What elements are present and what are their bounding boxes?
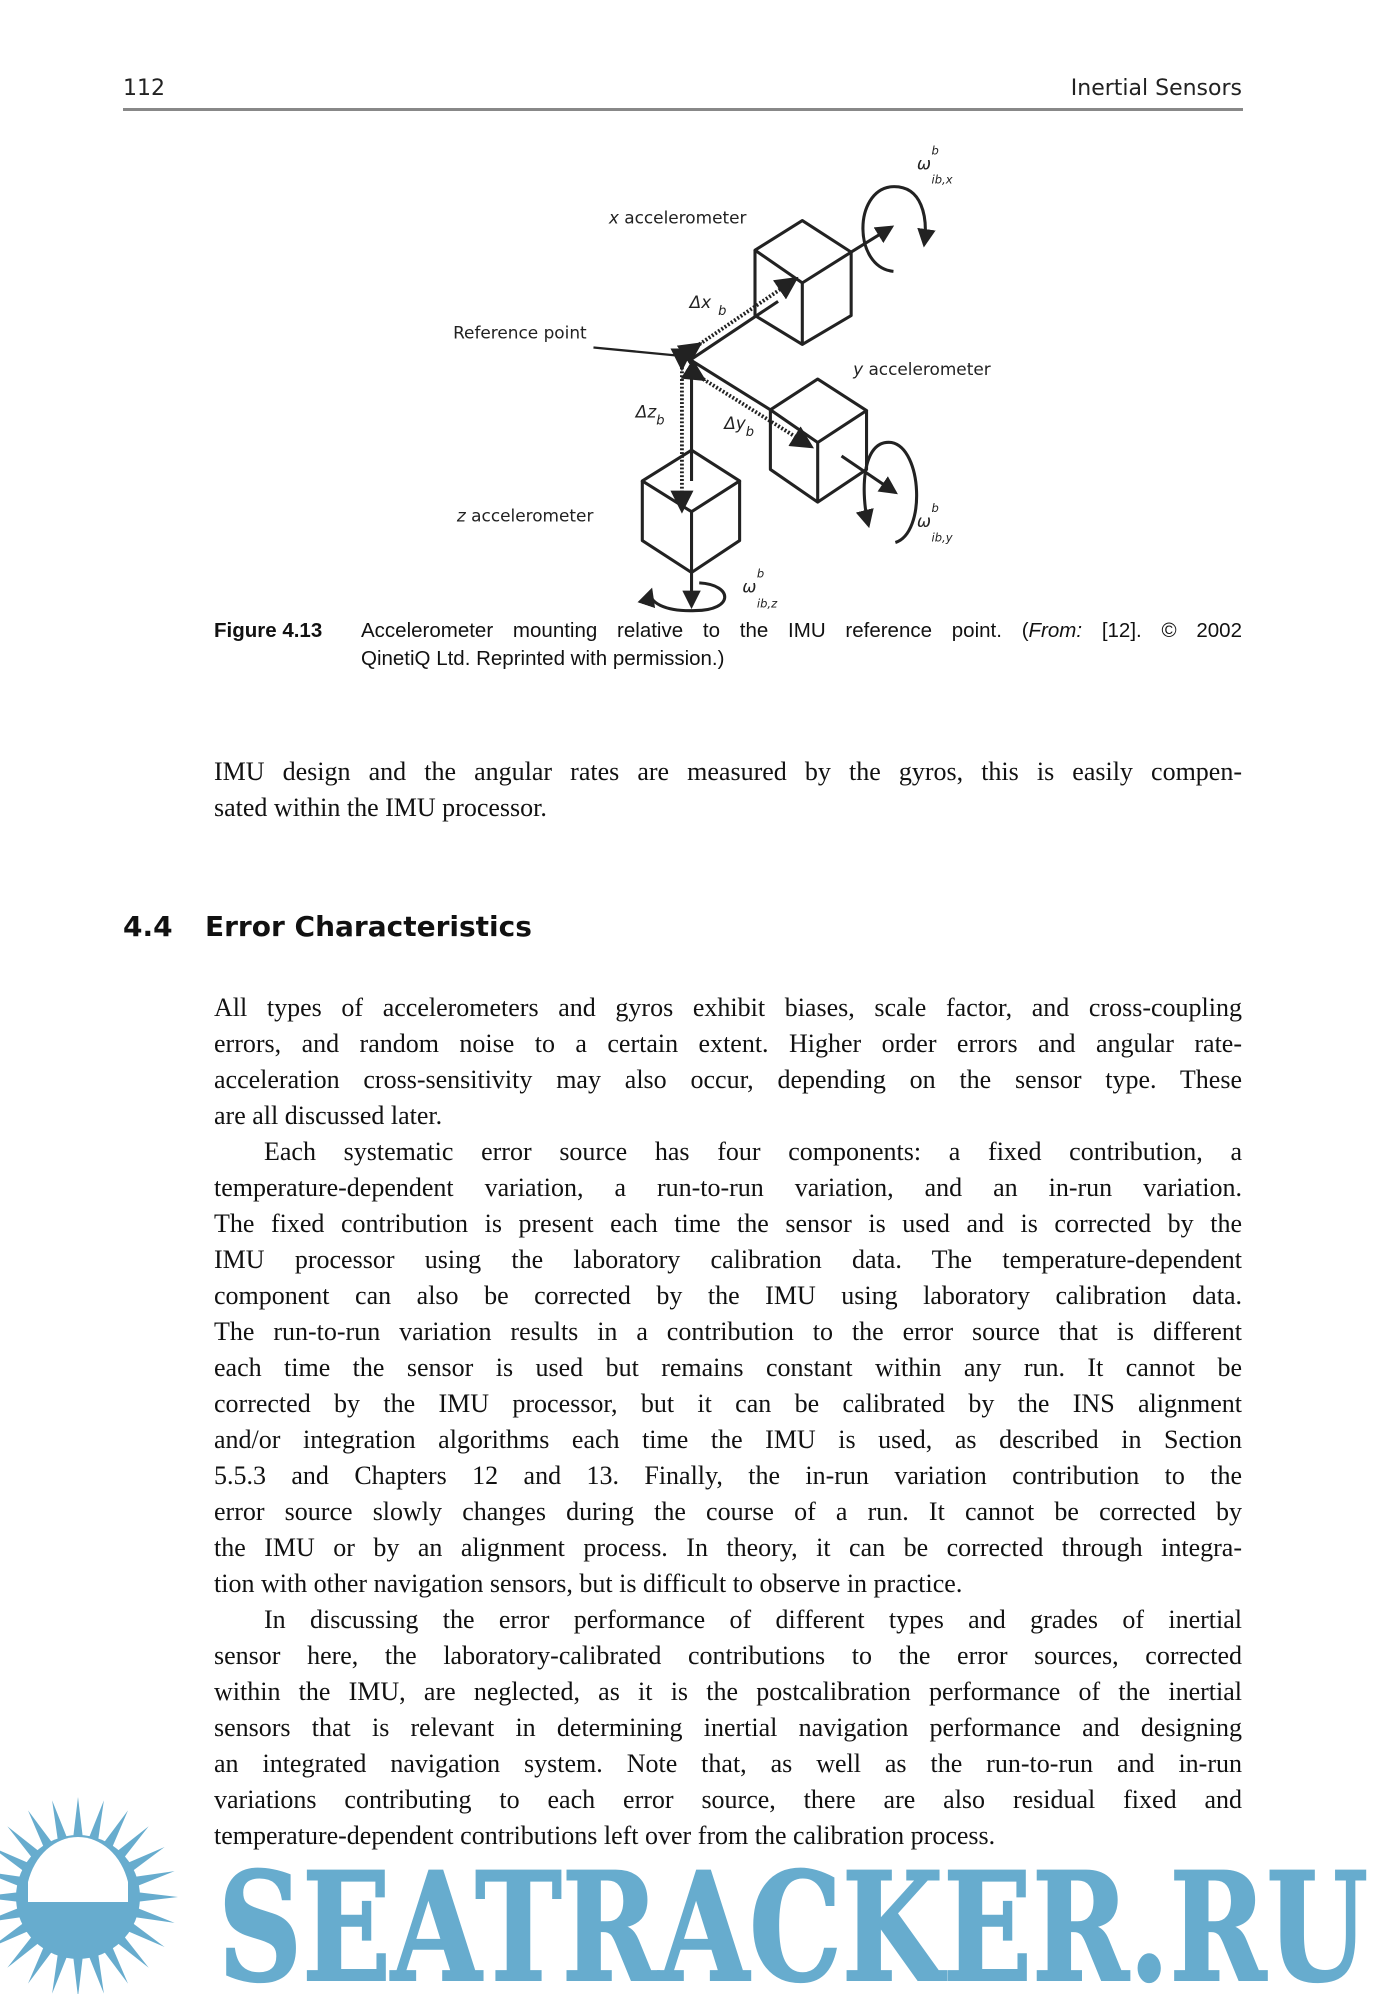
svg-text:ib,x: ib,x <box>931 172 953 187</box>
sun-ray <box>73 1797 83 1837</box>
seatracker-watermark <box>0 1790 1391 1994</box>
dy-label: $\Delta y_b$ <box>724 413 755 440</box>
text-line: within the IMU, are neglected, as it is the postcalibration performance of the inertial <box>214 1677 1242 1706</box>
text-line: the IMU or by an alignment process. In theory, it can be corrected through integra- <box>214 1533 1242 1562</box>
dx-label: Δx $_b$ <box>689 291 727 319</box>
text-line: temperature-dependent variation, a run-to-run variation, and an in-run variation. <box>214 1173 1242 1202</box>
body-text <box>214 990 1242 1854</box>
x-accelerometer-label: x accelerometer <box>608 207 747 228</box>
text-line: sensors that is relevant in determining inertial navigation performance and designing <box>214 1713 1242 1742</box>
sun-ray <box>52 1954 67 1994</box>
text-line: IMU design and the angular rates are measured by the gyros, this is easily compen- <box>214 757 1242 786</box>
text-line: each time the sensor is used but remains constant within any run. It cannot be <box>214 1353 1242 1382</box>
reference-point-label: Reference point <box>453 322 587 343</box>
y-rotation-arc <box>864 442 916 542</box>
text-line: variations contributing to each error source, there are also residual fixed and <box>214 1785 1242 1814</box>
x-rotation-arc <box>863 187 925 272</box>
text-line: The fixed contribution is present each time the sensor is used and is corrected by the <box>214 1209 1242 1238</box>
text-line: acceleration cross-sensitivity may also occur, depending on the sensor type. These <box>214 1065 1242 1094</box>
sun-ray <box>127 1923 164 1947</box>
svg-text:b: b <box>931 501 939 516</box>
text-line: errors, and random noise to a certain extent. Higher order errors and angular rate- <box>214 1029 1242 1058</box>
text-line: component can also be corrected by the IMU using laboratory calibration data. <box>214 1281 1242 1310</box>
svg-text:SEATRACKER.RU: SEATRACKER.RU <box>218 1840 1368 1994</box>
svg-text:ib,z: ib,z <box>756 596 778 611</box>
caption-line-2: QinetiQ Ltd. Reprinted with permission.) <box>361 647 725 670</box>
text-line: IMU processor using the laboratory calibration data. The temperature-dependent <box>214 1245 1242 1274</box>
text-line: corrected by the IMU processor, but it can be calibrated by the INS alignment <box>214 1389 1242 1418</box>
z-accelerometer-label: z accelerometer <box>456 505 594 526</box>
section-heading <box>123 910 532 943</box>
text-line: error source slowly changes during the course of a run. It cannot be corrected by <box>214 1497 1242 1526</box>
text-line: Each systematic error source has four components: a fixed contribution, a <box>264 1137 1242 1166</box>
sun-ray <box>89 1800 104 1840</box>
text-line: sated within the IMU processor. <box>214 793 547 822</box>
text-line: are all discussed later. <box>214 1101 443 1130</box>
sun-ray <box>89 1954 104 1994</box>
svg-text:ω: ω <box>916 511 932 532</box>
sun-ray <box>127 1847 164 1871</box>
figure-caption <box>214 617 1242 673</box>
x-accelerometer-cube <box>755 221 851 345</box>
y-lever-arm-line <box>692 361 771 410</box>
text-line: sensor here, the laboratory-calibrated contributions to the error sources, corrected <box>214 1641 1242 1670</box>
sun-ray <box>104 1946 128 1983</box>
text-line: The run-to-run variation results in a contribution to the error source that is different <box>214 1317 1242 1346</box>
header-rule <box>123 108 1243 111</box>
accelerometer-mounting-figure <box>430 125 1030 615</box>
figure-label: Figure 4.13 <box>214 619 323 642</box>
sun-ray <box>28 1946 52 1983</box>
omega-y-label <box>917 501 953 544</box>
sun-ray <box>73 1957 83 1994</box>
caption-line-1: Accelerometer mounting relative to the IMU reference point. (From: [12]. © 2002 <box>361 619 1242 642</box>
sun-ray <box>52 1800 67 1840</box>
text-line: an integrated navigation system. Note that, as well as the run-to-run and in-run <box>214 1749 1242 1778</box>
section-title: Error Characteristics <box>205 910 532 943</box>
sun-ray <box>135 1908 175 1923</box>
text-line: 5.5.3 and Chapters 12 and 13. Finally, the in-run variation contribution to the <box>214 1461 1242 1490</box>
x-axis-arrow <box>851 227 891 252</box>
intro-paragraph <box>214 754 1242 826</box>
text-line: tion with other navigation sensors, but is difficult to observe in practice. <box>214 1569 963 1598</box>
text-line: All types of accelerometers and gyros exhibit biases, scale factor, and cross-coupling <box>214 993 1242 1022</box>
y-accelerometer-cube <box>770 379 866 502</box>
omega-x-label <box>917 143 953 186</box>
section-number: 4.4 <box>123 910 173 943</box>
svg-text:ib,y: ib,y <box>931 530 953 545</box>
sun-logo-icon <box>0 1797 178 1994</box>
page-number: 112 <box>123 76 165 101</box>
text-line: and/or integration algorithms each time the IMU is used, as described in Section <box>214 1425 1242 1454</box>
dy-arrow <box>703 379 811 446</box>
dx-arrow <box>699 279 795 344</box>
svg-text:ω: ω <box>742 576 757 597</box>
text-line: In discussing the error performance of different types and grades of inertial <box>264 1605 1242 1634</box>
reference-leader-line <box>593 348 681 356</box>
z-rotation-arc <box>651 583 725 611</box>
sun-ray <box>0 1892 18 1902</box>
sun-ray <box>28 1810 52 1847</box>
text-line: temperature-dependent contributions left over from the calibration process. <box>214 1821 996 1850</box>
svg-text:b: b <box>756 566 765 581</box>
running-title: Inertial Sensors <box>1070 76 1242 101</box>
svg-text:ω: ω <box>916 153 932 174</box>
dz-label: $\Delta z_b$ <box>635 401 665 429</box>
sun-ray <box>104 1810 128 1847</box>
svg-text:b: b <box>931 143 939 158</box>
sun-ray <box>138 1892 178 1902</box>
sun-ray <box>135 1871 175 1886</box>
omega-z-label <box>742 567 778 611</box>
y-accelerometer-label: y accelerometer <box>853 359 991 380</box>
